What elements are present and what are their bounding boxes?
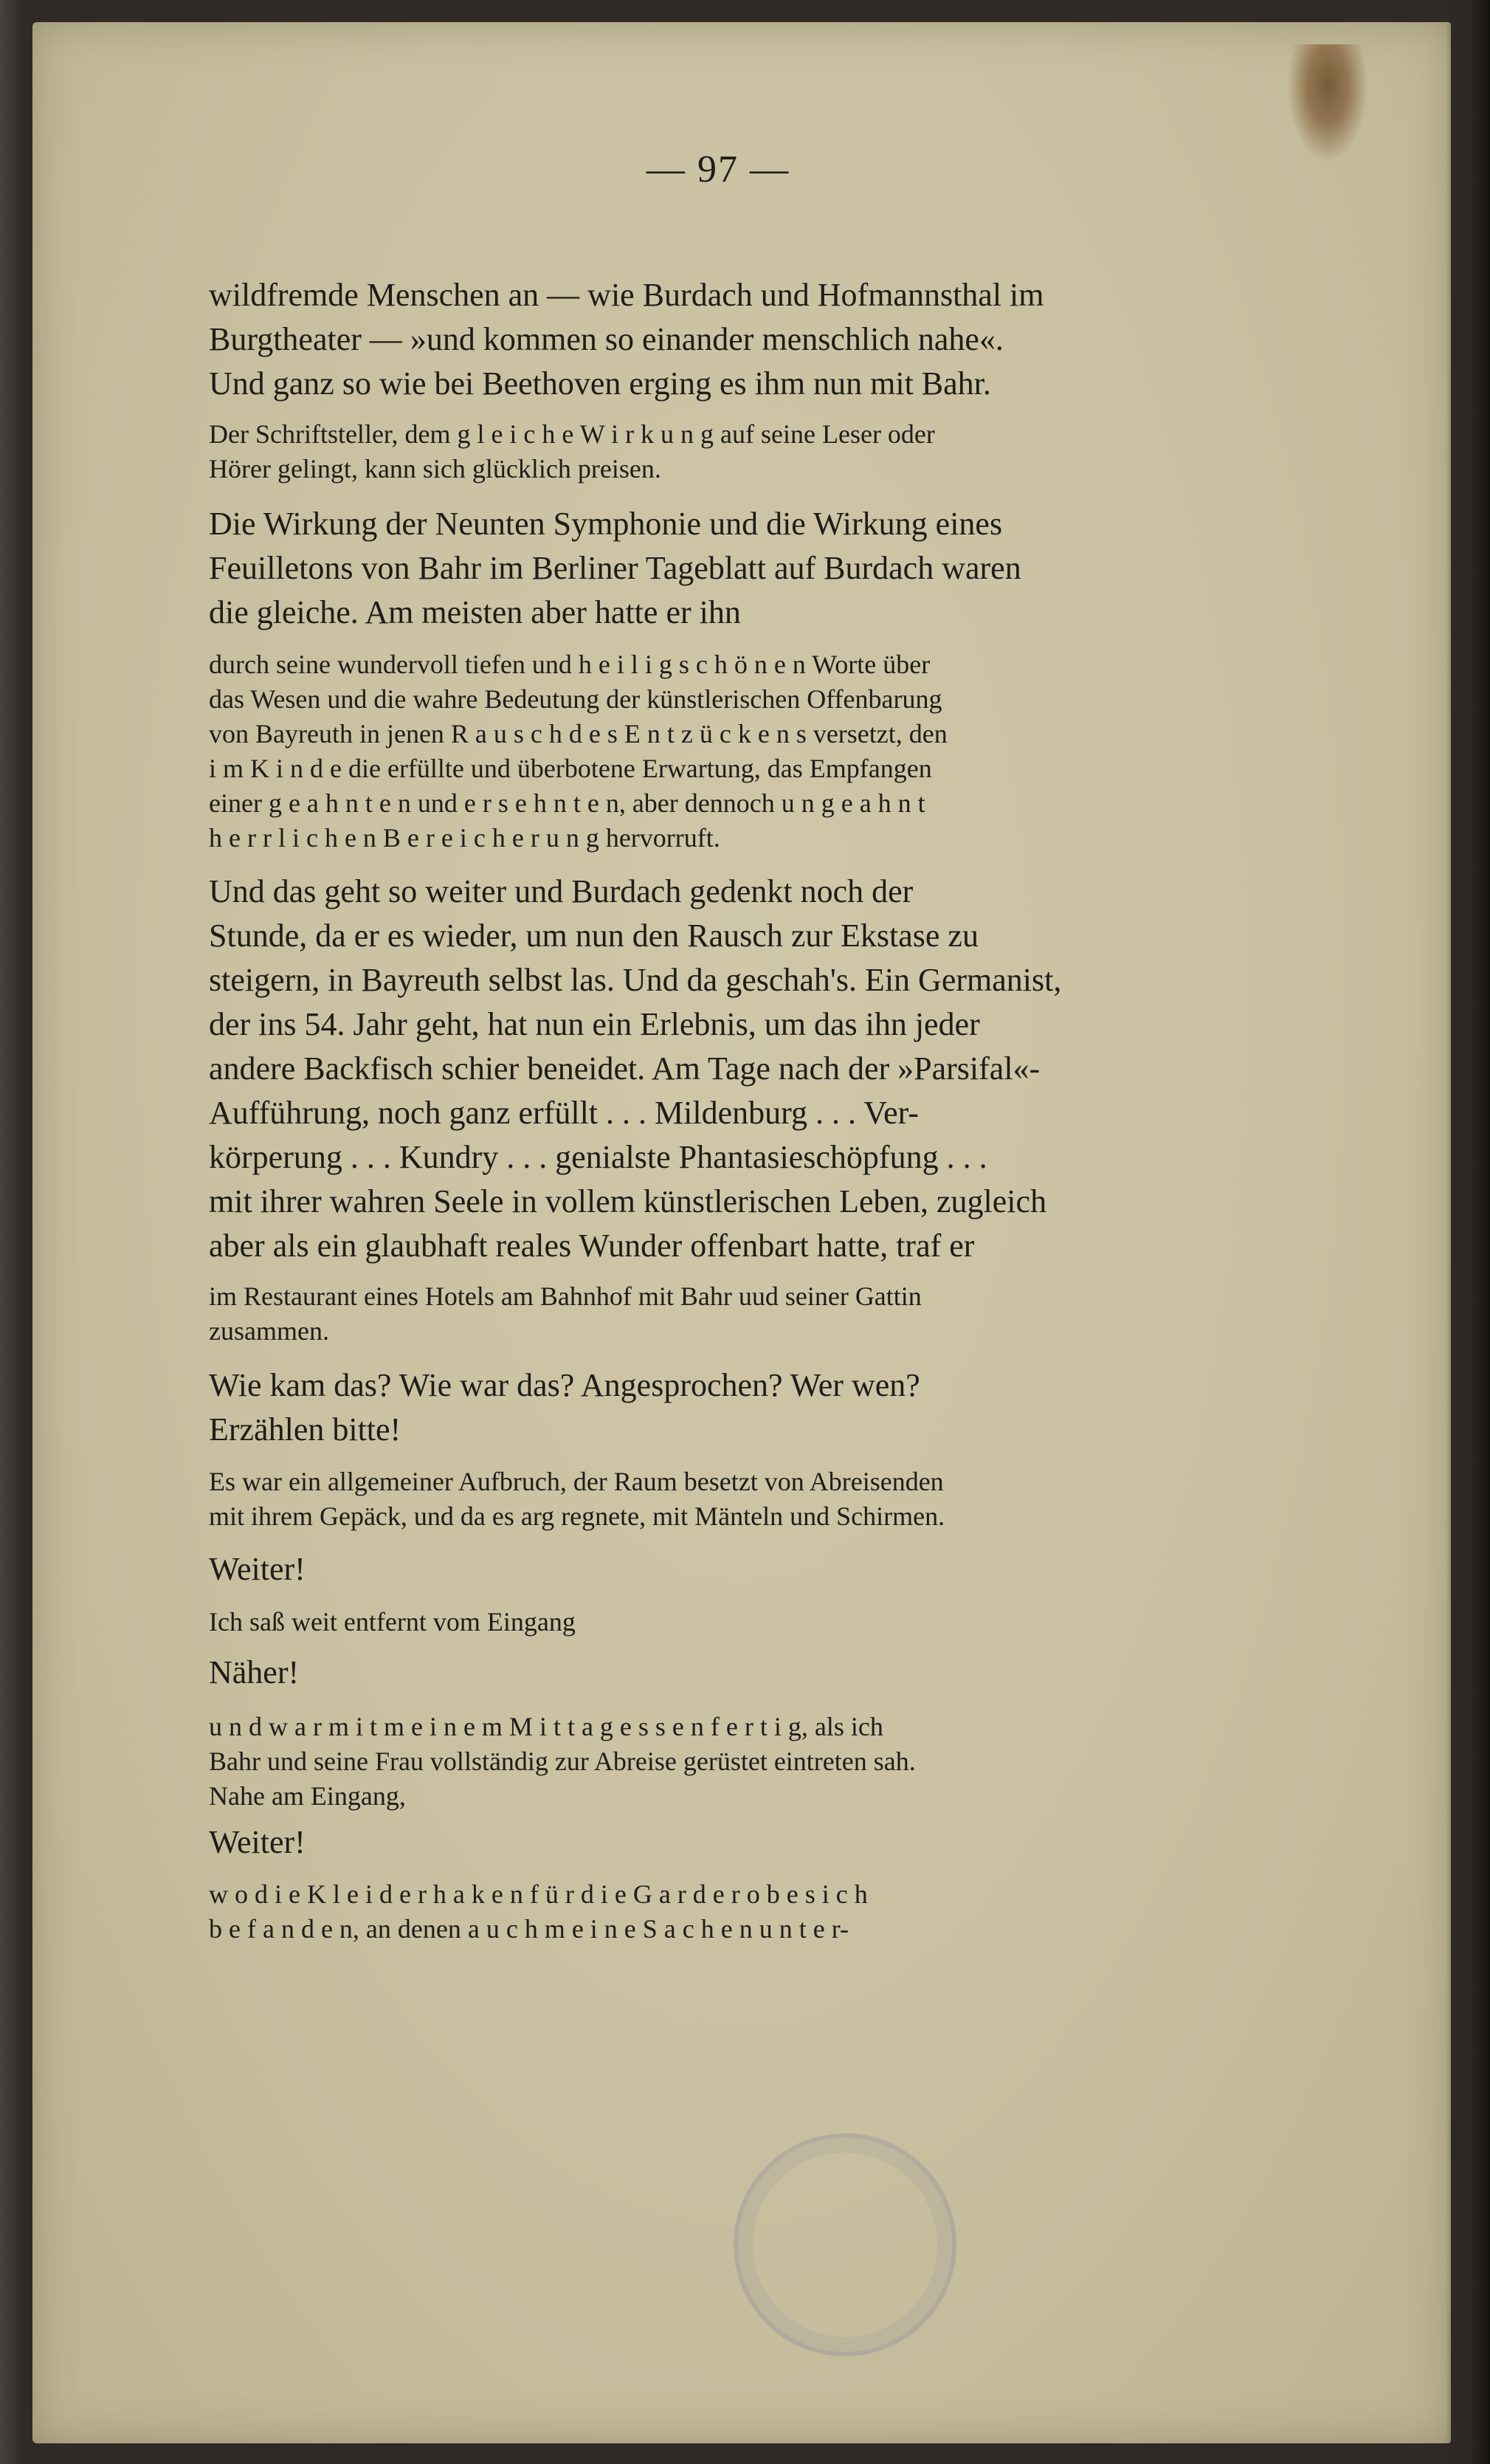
text-line: mit ihrem Gepäck, und da es arg regnete, mit Mänteln und Schirmen. (209, 1501, 945, 1531)
text-line: wildfremde Menschen an — wie Burdach und Hofmannsthal im (209, 277, 1044, 313)
text-line: Die Wirkung der Neunten Symphonie und die Wirkung eines (209, 506, 1003, 542)
text-line: das Wesen und die wahre Bedeutung der künstlerischen Offenbarung (209, 684, 942, 714)
text-line: Wie kam das? Wie war das? Angesprochen? Wer wen? (209, 1367, 920, 1403)
paragraph (209, 1279, 1227, 1349)
text-line: mit ihrer wahren Seele in vollem künstlerischen Leben, zugleich (209, 1183, 1047, 1219)
text-line: die gleiche. Am meisten aber hatte er ihn (209, 594, 741, 630)
paragraph (209, 647, 1227, 856)
paragraph (209, 273, 1227, 406)
paragraph (209, 1820, 1227, 1865)
paragraph (209, 1547, 1227, 1591)
text-line: i m K i n d e die erfüllte und überbotene Erwartung, das Empfangen (209, 754, 932, 783)
paragraph (209, 417, 1227, 486)
page-number: — 97 — (646, 148, 790, 190)
text-line: Ich saß weit entfernt vom Eingang (209, 1607, 576, 1637)
text-line: steigern, in Bayreuth selbst las. Und da geschah's. Ein Germanist, (209, 962, 1062, 998)
text-line: Näher! (209, 1654, 300, 1690)
text-line: Nahe am Eingang, (209, 1781, 406, 1811)
text-line: Weiter! (209, 1824, 306, 1860)
text-line: Feuilletons von Bahr im Berliner Tageblatt auf Burdach waren (209, 550, 1021, 586)
text-line: aber als ein glaubhaft reales Wunder offenbart hatte, traf er (209, 1228, 975, 1264)
text-line: einer g e a h n t e n und e r s e h n t e n, aber dennoch u n g e a h n t (209, 788, 925, 818)
paragraph (209, 1465, 1227, 1534)
text-line: der ins 54. Jahr geht, hat nun ein Erlebnis, um das ihn jeder (209, 1006, 980, 1042)
library-stamp (734, 2133, 956, 2356)
paragraph (209, 502, 1227, 635)
text-line: Aufführung, noch ganz erfüllt . . . Mildenburg . . . Ver- (209, 1095, 920, 1131)
text-line: h e r r l i c h e n B e r e i c h e r u n g hervorruft. (209, 823, 720, 853)
text-line: Erzählen bitte! (209, 1411, 401, 1448)
paragraph (209, 1605, 1227, 1639)
paper-stain (1287, 44, 1368, 162)
text-line: Hörer gelingt, kann sich glücklich preisen. (209, 454, 661, 483)
text-line: Weiter! (209, 1551, 306, 1587)
text-line: zusammen. (209, 1316, 329, 1346)
text-line: u n d w a r m i t m e i n e m M i t t a g e s s e n f e r t i g, als ich (209, 1712, 883, 1741)
text-line: andere Backfisch schier beneidet. Am Tage nach der »Parsifal«- (209, 1050, 1041, 1087)
paragraph (209, 1651, 1227, 1695)
text-line: Stunde, da er es wieder, um nun den Rausch zur Ekstase zu (209, 918, 979, 954)
paragraph (209, 870, 1227, 1268)
page-edge-shadow (1446, 0, 1490, 2464)
text-line: körperung . . . Kundry . . . genialste Phantasieschöpfung . . . (209, 1139, 987, 1175)
text-line: w o d i e K l e i d e r h a k e n f ü r d i e G a r d e r o b e s i c h (209, 1879, 868, 1909)
text-line: Es war ein allgemeiner Aufbruch, der Raum besetzt von Abreisenden (209, 1467, 944, 1496)
text-line: Der Schriftsteller, dem g l e i c h e W i r k u n g auf seine Leser oder (209, 419, 935, 449)
text-line: Bahr und seine Frau vollständig zur Abreise gerüstet eintreten sah. (209, 1747, 916, 1776)
text-line: Burgtheater — »und kommen so einander menschlich nahe«. (209, 321, 1004, 357)
text-line: Und das geht so weiter und Burdach gedenkt noch der (209, 873, 914, 909)
text-line: Und ganz so wie bei Beethoven erging es ihm nun mit Bahr. (209, 365, 991, 402)
text-line: b e f a n d e n, an denen a u c h m e i n e S a c h e n u n t e r- (209, 1914, 849, 1944)
text-line: im Restaurant eines Hotels am Bahnhof mit Bahr uud seiner Gattin (209, 1281, 922, 1311)
text-line: durch seine wundervoll tiefen und h e i l i g s c h ö n e n Worte über (209, 650, 931, 679)
paragraph (209, 1710, 1227, 1814)
paragraph (209, 1877, 1227, 1947)
text-line: von Bayreuth in jenen R a u s c h d e s E n t z ü c k e n s versetzt, den (209, 719, 948, 749)
paragraph (209, 1363, 1227, 1452)
